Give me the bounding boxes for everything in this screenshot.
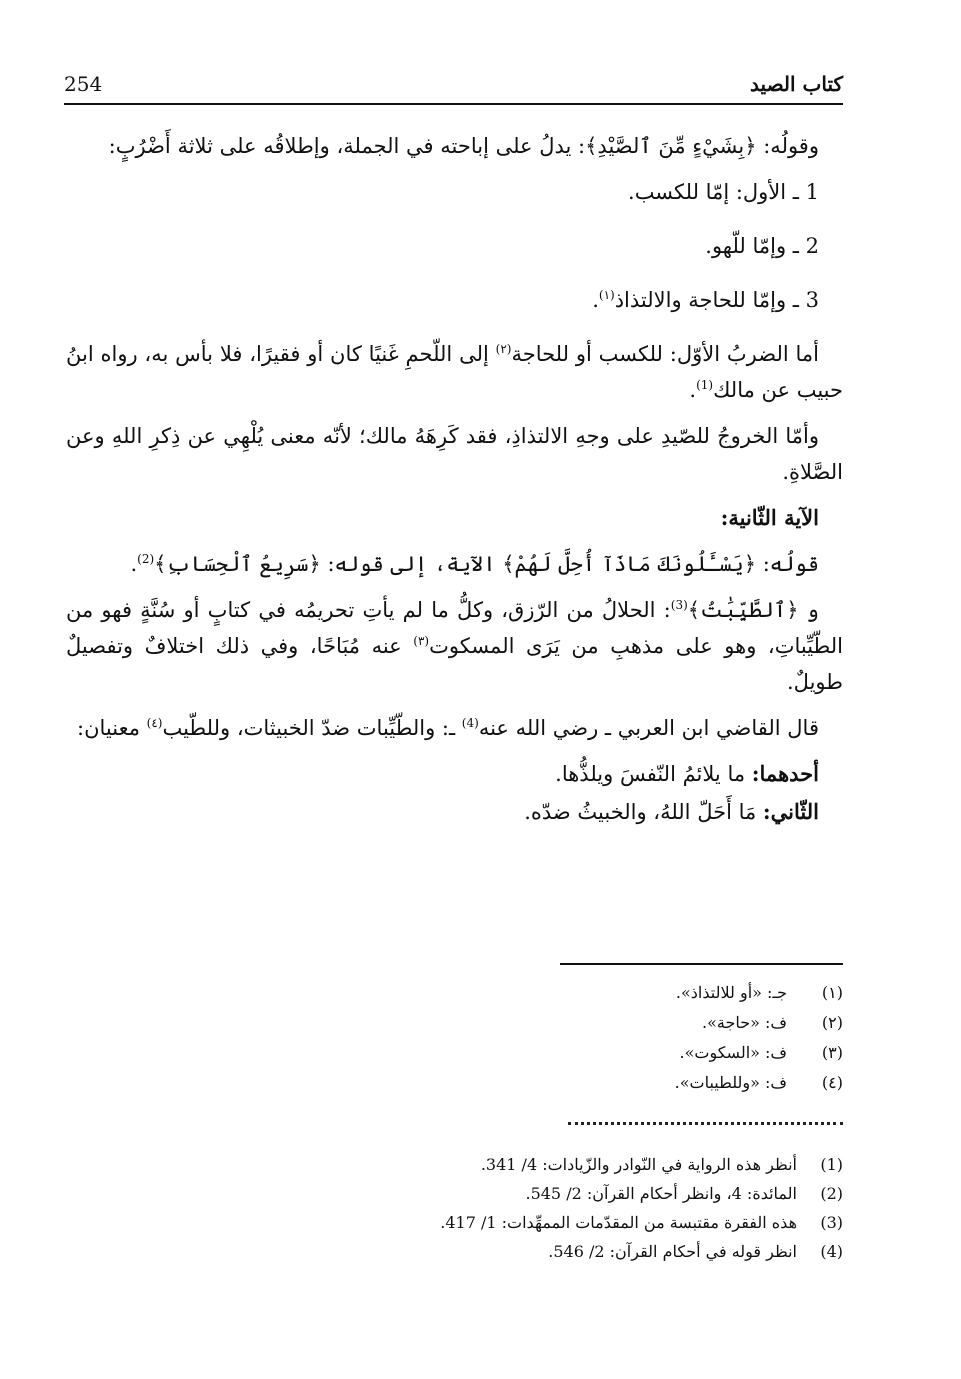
footnote-marker: (٣) xyxy=(413,634,430,648)
header-rule xyxy=(64,103,843,105)
list-item-2: 2 ـ وإمّا للّهو. xyxy=(705,234,819,258)
dotted-separator xyxy=(568,1122,843,1133)
note-text: ف: «حاجة». xyxy=(702,1013,787,1032)
book-title: كتاب الصيد xyxy=(750,72,843,96)
footnote-marker: (1) xyxy=(696,378,714,392)
list-item-3: 3 ـ وإمّا للحاجة والالتذاذ$^{(١)}$. xyxy=(592,288,819,312)
paragraph-verse: قولُه: ﴿يَسْـَٔلُونَكَ مَاذَآ أُحِلَّ لَهُمْ﴾ الآية، إلى قوله: ﴿سَرِيعُ ٱلْحِسَابِ﴾$^{(2)}$. xyxy=(130,552,819,576)
reference-note xyxy=(283,1208,843,1237)
page-header xyxy=(64,72,843,102)
reference-note xyxy=(283,1150,843,1179)
page-number: 254 xyxy=(64,72,103,96)
reference-number: (4) xyxy=(820,1242,843,1261)
footnote-marker: (3) xyxy=(670,598,688,612)
footnote-marker: (2) xyxy=(137,552,155,566)
variant-notes xyxy=(403,978,843,1098)
reference-text: أنظر هذه الرواية في النّوادر والزّيادات: 4/ 341. xyxy=(480,1155,797,1174)
paragraph-tayyibat: و ﴿ٱلطَّيِّبَٰتُ﴾$^{(3)}$: الحلالُ من الرّزق، وكلُّ ما لم يأتِ تحريمُه في كتابٍ أو سُنَّةٍ فهو من الطّيِّباتِ، وهو على مذهبِ من يَرَى المسكوت$^{(٣)}$ عنه مُبَاحًا، وفي ذلك اختلافٌ وتفصيلٌ طويلٌ. xyxy=(66,598,843,694)
variant-note xyxy=(403,1008,843,1038)
reference-note xyxy=(283,1179,843,1208)
section-heading: الآية الثّانية: xyxy=(720,505,819,530)
note-number: (١) xyxy=(821,983,843,1002)
reference-number: (3) xyxy=(820,1213,843,1232)
note-text: جـ: «أو للالتذاذ». xyxy=(675,983,787,1002)
definition-1: أحدهما: ما يلائمُ النّفسَ ويلذُّها. xyxy=(555,761,819,786)
list-item-1: 1 ـ الأول: إمّا للكسب. xyxy=(628,180,819,204)
footnotes-rule xyxy=(560,963,843,965)
paragraph-intro: وقولُه: ﴿بِشَيْءٍ مِّنَ ٱلصَّيْدِ﴾: يدلُ على إباحته في الجملة، وإطلاقُه على ثلاثة أَضْرُبٍ: xyxy=(108,134,819,158)
definition-2: الثّاني: مَا أَحَلّ اللهُ، والخبيثُ ضدّه. xyxy=(524,799,819,824)
footnote-marker: (١) xyxy=(598,288,615,302)
reference-text: انظر قوله في أحكام القرآن: 2/ 546. xyxy=(548,1242,797,1261)
note-number: (٤) xyxy=(821,1073,843,1092)
variant-note xyxy=(403,978,843,1008)
note-text: ف: «السكوت». xyxy=(679,1043,787,1062)
paragraph-qadi: قال القاضي ابن العربي ـ رضي الله عنه$^{(4)}$ ـ: والطّيِّبات ضدّ الخبيثات، وللطّيب$^{(٤)}$ معنيان: xyxy=(77,716,819,740)
reference-number: (2) xyxy=(820,1184,843,1203)
reference-notes xyxy=(283,1150,843,1266)
reference-number: (1) xyxy=(820,1155,843,1174)
variant-note xyxy=(403,1068,843,1098)
note-number: (٢) xyxy=(821,1013,843,1032)
reference-text: هذه الفقرة مقتبسة من المقدّمات الممهِّدات: 1/ 417. xyxy=(440,1213,797,1232)
reference-text: المائدة: 4، وانظر أحكام القرآن: 2/ 545. xyxy=(525,1184,797,1203)
footnote-marker: (٢) xyxy=(495,342,512,356)
paragraph-hunting-pleasure: وأمّا الخروجُ للصّيدِ على وجهِ الالتذاذِ، فقد كَرِهَهُ مالك؛ لأنّه معنى يُلْهِي عن ذِكرِ اللهِ وعن الصَّلاةِ. xyxy=(66,424,843,484)
main-text xyxy=(66,128,843,840)
reference-note xyxy=(283,1237,843,1266)
paragraph-first-type: أما الضربُ الأوّل: للكسب أو للحاجة$^{(٢)}$ إلى اللّحمِ غَنيًا كان أو فقيرًا، فلا بأس به، رواه ابنُ حبيب عن مالك$^{(1)}$. xyxy=(66,342,843,402)
footnote-marker: (٤) xyxy=(146,716,163,730)
note-text: ف: «وللطيبات». xyxy=(674,1073,787,1092)
variant-note xyxy=(403,1038,843,1068)
note-number: (٣) xyxy=(821,1043,843,1062)
footnote-marker: (4) xyxy=(461,716,479,730)
